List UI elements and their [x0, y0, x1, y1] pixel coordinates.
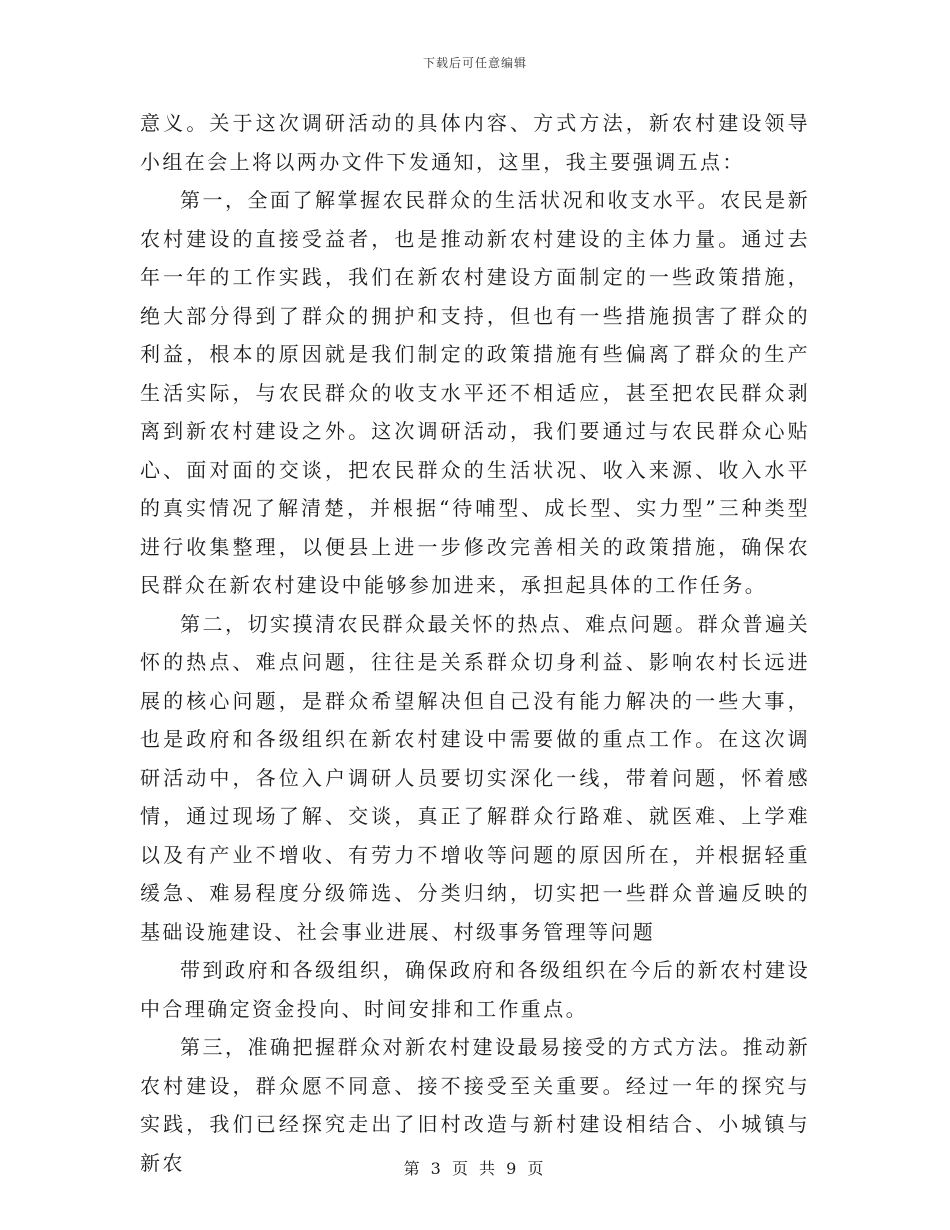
paragraph-point-two-continued: 带到政府和各级组织，确保政府和各级组织在今后的新农村建设中合理确定资金投向、时间安排和工作重点。 — [140, 958, 810, 1021]
page-number: 第 3 页 共 9 页 — [403, 1159, 547, 1178]
paragraph-intro: 意义。关于这次调研活动的具体内容、方式方法，新农村建设领导小组在会上将以两办文件下发通知，这里，我主要强调五点： — [140, 111, 810, 174]
paragraph-point-one: 第一，全面了解掌握农民群众的生活状况和收支水平。农民是新农村建设的直接受益者，也是推动新农村建设的主体力量。通过去年一年的工作实践，我们在新农村建设方面制定的一些政策措施，绝大部分得到了群众的拥护和支持，但也有一些措施损害了群众的利益，根本的原因就是我们制定的政策措施有些偏离了群众的生产生活实际，与农民群众的收支水平还不相适应，甚至把农民群众剥离到新农村建设之外。这次调研活动，我们要通过与农民群众心贴心、面对面的交谈，把农民群众的生活状况、收入来源、收入水平的真实情况了解清楚，并根据“待哺型、成长型、实力型”三种类型进行收集整理，以便县上进一步修改完善相关的政策措施，确保农民群众在新农村建设中能够参加进来，承担起具体的工作任务。 — [140, 188, 810, 597]
page-header: 下载后可任意编辑 — [422, 56, 527, 70]
document-body — [140, 104, 810, 1182]
paragraph-point-two: 第二，切实摸清农民群众最关怀的热点、难点问题。群众普遍关怀的热点、难点问题，往往是关系群众切身利益、影响农村长远进展的核心问题，是群众希望解决但自己没有能力解决的一些大事，也是政府和各级组织在新农村建设中需要做的重点工作。在这次调研活动中，各位入户调研人员要切实深化一线，带着问题，怀着感情，通过现场了解、交谈，真正了解群众行路难、就医难、上学难以及有产业不增收、有劳力不增收等问题的原因所在，并根据轻重缓急、难易程度分级筛选、分类归纳，切实把一些群众普遍反映的基础设施建设、社会事业进展、村级事务管理等问题 — [140, 611, 810, 944]
paragraph-point-three: 第三，准确把握群众对新农村建设最易接受的方式方法。推动新农村建设，群众愿不同意、接不接受至关重要。经过一年的探究与实践，我们已经探究走出了旧村改造与新村建设相结合、小城镇与新农 — [140, 1035, 810, 1175]
